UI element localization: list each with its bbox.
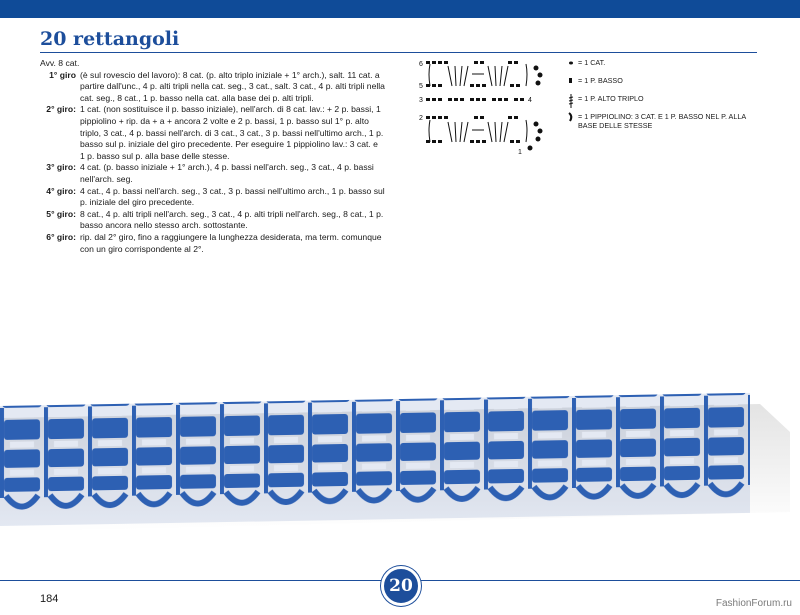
intro-line: Avv. 8 cat.: [40, 58, 80, 68]
round-3: [40, 162, 385, 185]
legend-item: [566, 76, 756, 86]
stitch-diagram: [418, 58, 553, 158]
round-text: 4 cat., 4 p. bassi nell'arch. seg., 3 cat., 3 p. bassi nell'ultimo arch., 1 p. basso sul p. iniziale del giro precedente.: [80, 185, 385, 208]
triple-treble-group: [429, 64, 527, 86]
pattern-instructions: [40, 58, 385, 255]
round-label: 3° giro:: [46, 162, 76, 173]
round-1: [40, 70, 385, 105]
symbol-legend: [566, 58, 756, 138]
legend-text: = 1 P. ALTO TRIPLO: [578, 94, 644, 103]
page-title: 20 rettangoli: [40, 28, 180, 50]
row-number: 6: [419, 61, 423, 68]
top-color-bar: [0, 0, 800, 18]
legend-text: = 1 P. BASSO: [578, 76, 623, 85]
watermark: FashionForum.ru: [715, 598, 792, 609]
round-text: 1 cat. (non sostituisce il p. basso iniziale), nell'arch. di 8 cat. lav.: + 2 p. bassi, 1 pippiolino + rip. da + a + ancora 2 volte e 2 p. bassi, 1 p. basso sul 1° p. alto triplo, 3 cat., 4 p. bassi nell'arch. di 3 cat., 3 cat., 3 p. bassi nell'ultimo arch., 1 p. basso sul p. iniziale del giro precedente. Per eseguire 1 pippiolino lav.: 3 cat. e 1 p. basso sul p. alla base delle stesse.: [80, 104, 384, 161]
lace-photo: [0, 392, 800, 542]
round-text: (è sul rovescio del lavoro): 8 cat. (p. alto triplo iniziale + 1° arch.), salt. 11 cat. a partire dall'unc., 4 p. alti tripli nella cat. seg., 3 cat., salt. 3 cat., 4 p. alti tripli nella cat. seg., 8 cat., 1 p. basso nella cat. alla base dei p. alti tripli.: [80, 69, 385, 103]
row-number: 5: [419, 83, 423, 90]
round-label: 5° giro:: [46, 208, 76, 219]
picot-icon: [566, 112, 578, 122]
round-label: 4° giro:: [46, 185, 76, 196]
legend-item: [566, 58, 756, 68]
round-text: 4 cat. (p. basso iniziale + 1° arch.), 4 p. bassi nell'arch. seg., 3 cat., 4 p. bassi nell'arch. seg.: [80, 162, 374, 184]
round-6: [40, 232, 385, 255]
round-2: [40, 104, 385, 162]
triple-treble-icon: [566, 94, 578, 104]
legend-text: = 1 CAT.: [578, 58, 606, 67]
round-4: [40, 186, 385, 209]
chain-row: [426, 61, 518, 64]
legend-item: [566, 94, 756, 104]
row-number: 4: [528, 97, 532, 104]
legend-item: [566, 112, 756, 130]
round-label: 2° giro:: [46, 104, 76, 115]
round-5: [40, 209, 385, 232]
round-label: 6° giro:: [46, 231, 76, 242]
row-number: 2: [419, 115, 423, 122]
legend-text: = 1 PIPPIOLINO: 3 CAT. E 1 P. BASSO NEL P. ALLA BASE DELLE STESSE: [578, 112, 746, 130]
round-text: rip. dal 2° giro, fino a raggiungere la lunghezza desiderata, ma term. comunque con un giro corrispondente al 2°.: [80, 231, 382, 254]
row-number: 1: [518, 149, 522, 156]
chain-stitch-icon: [566, 58, 578, 68]
round-text: 8 cat., 4 p. alti tripli nell'arch. seg., 3 cat., 4 p. alti tripli nell'arch. seg., 8 cat., 1 p. basso ancora nello stesso arch. sottostante.: [80, 208, 384, 231]
title-divider: [40, 52, 757, 53]
round-label: 1° giro: [49, 69, 76, 80]
row-number: 3: [419, 97, 423, 104]
pattern-number-badge: 20: [381, 566, 421, 606]
page-number: 184: [40, 593, 59, 605]
single-crochet-icon: [566, 76, 578, 86]
